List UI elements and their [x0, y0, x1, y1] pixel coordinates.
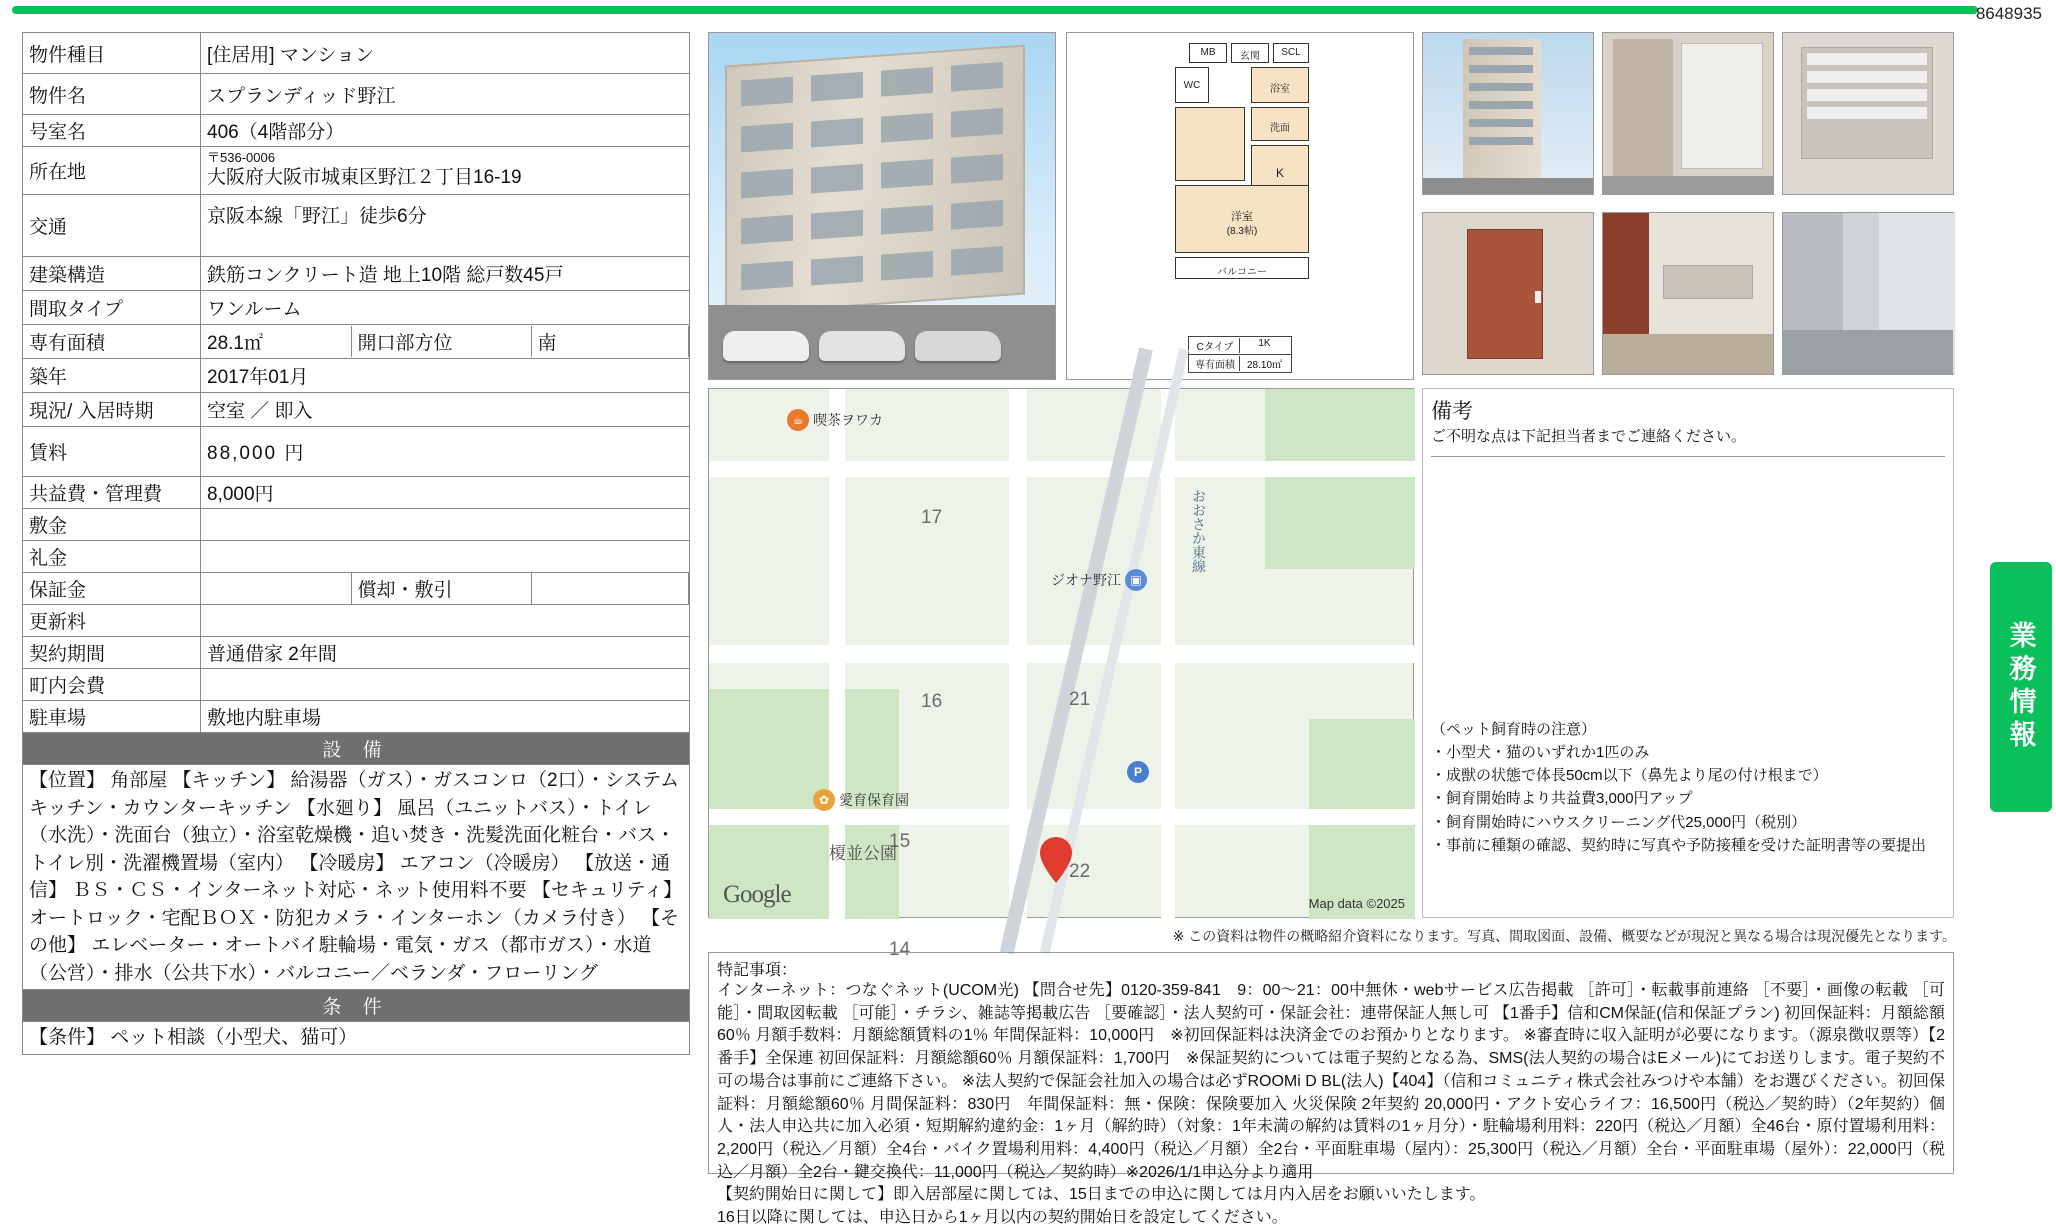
- side-tab-label: 業務情報: [2005, 621, 2036, 753]
- table-row: [23, 115, 690, 147]
- opening-value: 南: [531, 326, 689, 357]
- status-value: 空室 ／ 即入: [201, 393, 690, 427]
- row-label: 物件種目: [23, 33, 201, 74]
- parked-car: [819, 331, 905, 361]
- reikin-value: [201, 541, 690, 573]
- plan-room-entrance: [1231, 43, 1269, 63]
- special-notes-title: 特記事項：: [717, 962, 798, 979]
- plan-room-main: [1175, 185, 1309, 253]
- map-green-area: [1265, 389, 1415, 569]
- pet-rule: ・成獣の状態で体長50cm以下（鼻先より尾の付け根まで）: [1431, 767, 1828, 784]
- shikikin-value: [201, 509, 690, 541]
- remarks-panel: [1422, 388, 1954, 918]
- table-row: [23, 257, 690, 291]
- row-label: 建築構造: [23, 257, 201, 291]
- row-label-reikin: 礼金: [23, 541, 201, 573]
- equipment-text: 【位置】 角部屋 【キッチン】 給湯器（ガス）・ガスコンロ（2口）・システムキッチン・カウンターキッチン 【水廻り】 風呂（ユニットバス）・トイレ（水洗）・洗面台（独立）・浴室乾燥機・追い焚き・洗髪洗面化粧台・バス・トイレ別・洗濯機置場（室内） 【冷暖房】 エアコン（冷暖房） 【放送・通信】 ＢＳ・ＣＳ・インターネット対応・ネット使用料不要 【セキュリティ】 オートロック・宅配ＢＯＸ・防犯カメラ・インターホン（カメラ付き） 【その他】 エレベーター・オートバイ駐輪場・電気・ガス（都市ガス）・水道（公営）・排水（公共下水）・バルコニー／ベランダ・フローリング: [23, 765, 690, 990]
- plan-room-wc: [1175, 67, 1209, 103]
- plan-label-entrance: 玄関: [1240, 51, 1260, 62]
- remarks-title: 備考: [1431, 400, 1473, 423]
- row-label-status: 現況/ 入居時期: [23, 393, 201, 427]
- remarks-lead: ご不明な点は下記担当者までご連絡ください。: [1431, 428, 1747, 445]
- map-block-number: 14: [889, 939, 911, 960]
- table-row: [23, 733, 690, 765]
- map-road: [709, 809, 1415, 825]
- map-road: [1009, 389, 1027, 919]
- row-value: 406（4階部分）: [201, 115, 690, 147]
- top-accent-bar: [12, 6, 1978, 14]
- row-label-area: 専有面積: [23, 325, 201, 359]
- row-label-kyoueki: 共益費・管理費: [23, 477, 201, 509]
- ground-pavement: [709, 305, 1055, 379]
- area-value: 28.1㎡: [207, 333, 263, 354]
- table-row: [23, 637, 690, 669]
- kyoueki-value: 8,000円: [201, 477, 690, 509]
- photo-thumbnail-entrance: [1602, 32, 1774, 195]
- cafe-icon: ☕: [787, 409, 809, 431]
- row-label-chounai: 町内会費: [23, 669, 201, 701]
- row-value-address: [201, 147, 690, 195]
- table-row: [23, 147, 690, 195]
- plan-label-main-size: (8.3帖): [1226, 226, 1258, 237]
- table-row: [23, 701, 690, 733]
- special-notes-panel: [708, 952, 1954, 1227]
- table-row: [23, 573, 690, 605]
- rent-value: 88,000 円: [201, 427, 690, 477]
- koushin-value: [201, 605, 690, 637]
- row-label-keiyaku: 契約期間: [23, 637, 201, 669]
- row-label: 所在地: [23, 147, 201, 195]
- postal-code: 〒536-0006: [207, 150, 275, 166]
- shokyaku-value: [531, 573, 689, 604]
- table-row: [23, 359, 690, 393]
- hoshokin-group: [201, 573, 690, 605]
- parked-car: [915, 331, 1001, 361]
- plan-label-main-room: 洋室: [1231, 211, 1253, 223]
- map-poi-label: 愛育保育園: [839, 792, 909, 808]
- row-value: [住居用] マンション: [201, 33, 690, 74]
- map-block-number: 15: [889, 831, 911, 852]
- shokyaku-label: 償却・敷引: [351, 573, 531, 604]
- legend-area-value: 28.10㎡: [1246, 360, 1283, 371]
- table-row: [23, 74, 690, 115]
- map-poi-park-label: 榎並公園: [829, 844, 897, 863]
- floor-plan-drawing: [1165, 39, 1315, 309]
- build-year-value: 2017年01月: [201, 359, 690, 393]
- table-row: [23, 605, 690, 637]
- plan-label-bath: 浴室: [1270, 84, 1290, 95]
- table-row: [23, 541, 690, 573]
- map-attribution: Map data ©2025: [1308, 896, 1405, 911]
- table-row: [23, 291, 690, 325]
- keiyaku-value: 普通借家 2年間: [201, 637, 690, 669]
- map-poi-school[interactable]: [813, 789, 909, 811]
- legend-row: [1189, 337, 1291, 355]
- row-label-parking: 駐車場: [23, 701, 201, 733]
- equipment-section-header: 設 備: [23, 733, 690, 765]
- row-label-shikikin: 敷金: [23, 509, 201, 541]
- pet-rule: ・小型犬・猫のいずれか1匹のみ: [1431, 743, 1650, 761]
- map-poi-label: 喫茶ヲワカ: [813, 412, 883, 428]
- row-label: 交通: [23, 195, 201, 257]
- row-value: 鉄筋コンクリート造 地上10階 総戸数45戸: [201, 257, 690, 291]
- legend-type-label: Cタイプ: [1191, 338, 1240, 353]
- hoshokin-value: [201, 573, 351, 604]
- map-road: [1161, 389, 1175, 919]
- pet-rule: ・事前に種類の確認、契約時に写真や予防接種を受けた証明書等の要提出: [1431, 836, 1927, 854]
- map-block-number: 16: [921, 691, 943, 712]
- table-row: [23, 427, 690, 477]
- plan-room-bath: [1251, 67, 1309, 103]
- table-row: [23, 765, 690, 990]
- plan-label-scl: SCL: [1281, 47, 1301, 58]
- pet-rule: （ペット飼育時の注意）: [1431, 720, 1597, 738]
- floor-plan-image: [1066, 32, 1414, 380]
- map-poi-parking[interactable]: [1127, 761, 1149, 783]
- building-exterior-photo: [708, 32, 1056, 380]
- document-id: 8648935: [1975, 4, 2042, 23]
- location-map[interactable]: [708, 388, 1414, 960]
- condition-section-header: 条 件: [23, 990, 690, 1022]
- plan-room-balcony: [1175, 257, 1309, 279]
- plan-label-kitchen: K: [1275, 166, 1284, 180]
- photo-thumbnail-corridor: [1782, 212, 1954, 375]
- photo-thumbnail-mailbox: [1782, 32, 1954, 195]
- map-poi-building[interactable]: [1051, 569, 1147, 591]
- address-text: 大阪府大阪市城東区野江２丁目16-19: [207, 166, 522, 188]
- map-block-number: 22: [1069, 861, 1091, 882]
- photo-thumbnail-exterior-tall: [1422, 32, 1594, 195]
- row-value-area-group: [201, 325, 690, 359]
- map-railway-label: おおさか東線: [1191, 489, 1207, 573]
- row-label-rent: 賃料: [23, 427, 201, 477]
- map-poi-cafe[interactable]: [787, 409, 883, 431]
- plan-label-mb: MB: [1200, 47, 1216, 58]
- map-road: [709, 461, 1415, 477]
- pet-rules-list: [1431, 718, 1926, 858]
- plan-label-washroom: 洗面: [1270, 123, 1290, 134]
- plan-room-mb: [1189, 43, 1227, 63]
- map-road: [709, 645, 1415, 663]
- table-row: [23, 990, 690, 1022]
- plan-label-balcony: バルコニー: [1217, 267, 1267, 278]
- table-row: [23, 1022, 690, 1055]
- row-label: 物件名: [23, 74, 201, 115]
- disclaimer-note: ※ この資料は物件の概略紹介資料になります。写真、間取図面、設備、概要などが現況と異なる場合は現況優先となります。: [1172, 928, 1956, 944]
- building-facade: [725, 45, 1025, 316]
- floor-plan-legend: [1188, 336, 1292, 373]
- school-icon: ✿: [813, 789, 835, 811]
- building-icon: ▣: [1125, 569, 1147, 591]
- row-label-build-year: 築年: [23, 359, 201, 393]
- row-value: 京阪本線「野江」徒歩6分: [201, 195, 690, 257]
- plan-room-scl: [1273, 43, 1309, 63]
- parking-icon: P: [1127, 761, 1149, 783]
- remarks-divider: [1431, 456, 1945, 457]
- chounai-value: [201, 669, 690, 701]
- table-row: [23, 325, 690, 359]
- table-row: [23, 393, 690, 427]
- special-notes-body-2: 【契約開始日に関して】即入居部屋に関しては、15日までの申込に関しては月内入居をお願いいたします。: [717, 1186, 1486, 1204]
- legend-type-value: 1K: [1258, 338, 1271, 349]
- row-value: スプランディッド野江: [201, 74, 690, 115]
- map-block-number: 17: [921, 507, 943, 528]
- table-row: [23, 477, 690, 509]
- condition-text: 【条件】 ペット相談（小型犬、猫可）: [23, 1022, 690, 1055]
- table-row: [23, 195, 690, 257]
- table-row: [23, 669, 690, 701]
- pet-rule: ・飼育開始時にハウスクリーニング代25,000円（税別）: [1431, 813, 1807, 831]
- parked-car: [723, 331, 809, 361]
- opening-label: 開口部方位: [351, 326, 531, 357]
- property-summary-table: [22, 32, 690, 1055]
- legend-row: [1189, 355, 1291, 372]
- google-logo: Google: [723, 881, 791, 908]
- pet-rule: ・飼育開始時より共益費3,000円アップ: [1431, 790, 1693, 808]
- row-value: ワンルーム: [201, 291, 690, 325]
- photo-thumbnail-lounge: [1602, 212, 1774, 375]
- map-poi-label: ジオナ野江: [1051, 572, 1121, 588]
- photo-thumbnail-door: [1422, 212, 1594, 375]
- special-notes-body-3: 16日以降に関しては、申込日から1ヶ月以内の契約開始日を設定してください。: [717, 1209, 1288, 1227]
- legend-area-label: 専有面積: [1191, 356, 1240, 371]
- parking-value: 敷地内駐車場: [201, 701, 690, 733]
- special-notes-body: インターネット：つなぐネット(UCOM光) 【問合せ先】0120-359-841 9：00〜21：00中無休・webサービス広告掲載 ［許可］・転載事前連絡 ［不要］・画像の転載 ［可能］・間取図転載 ［可能］・チラシ、雑誌等掲載広告 ［要確認］・法人契約可・保証会社：連帯保証人無し可 【1番手】信和СМ保証(信和保証プラン) 初回保証料：月額総額60％ 月額手数料：月額総額賃料の1％ 年間保証料：10,000円 ※初回保証料は決済金でのお預かりとなります。 ※審査時に収入証明が必要になります。（源泉徴収票等）【2番手】全保連 初回保証料：月額総額60％ 月額保証料：1,700円 ※保証契約については電子契約となる為、SMS(法人契約の場合はEメール)にてお送りします。電子契約不可の場合は事前にご連絡下さい。 ※法人契約で保証会社加入の場合は必ずROOMi D BL(法人)【404】（信和コミュニティ株式会社みつけや本舗）をお選びください。初回保証料：月額総額60％ 月間保証料：830円 年間保証料：無・保険：保険要加入 火災保険 2年契約 20,000円・アクト安心ライフ：16,500円（税込／契約時）（2年契約）個人・法人申込共に加入必須・短期解約違約金：1ヶ月（解約時）（対象：1年未満の解約は賃料の1ヶ月分）・駐輪場利用料：220円（税込／月額）全46台・原付置場利用料：2,200円（税込／月額）全4台・バイク置場利用料：4,400円（税込／月額）全2台・平面駐車場（屋内）：25,300円（税込／月額）全台・平面駐車場（屋外）：22,000円（税込／月額）全2台・鍵交換代：11,000円（税込／契約時）※2026/1/1申込分より適用: [717, 982, 1945, 1181]
- map-block-number: 21: [1069, 689, 1091, 710]
- table-row: [23, 33, 690, 74]
- row-label-hoshokin: 保証金: [23, 573, 201, 605]
- row-label: 間取タイプ: [23, 291, 201, 325]
- table-row: [23, 509, 690, 541]
- row-label: 号室名: [23, 115, 201, 147]
- plan-room-washroom: [1251, 107, 1309, 141]
- property-location-pin: [1039, 837, 1073, 883]
- plan-room-hall: [1175, 107, 1245, 181]
- side-tab-business-info: [1990, 562, 2052, 812]
- plan-label-wc: WC: [1183, 80, 1201, 91]
- row-label-koushin: 更新料: [23, 605, 201, 637]
